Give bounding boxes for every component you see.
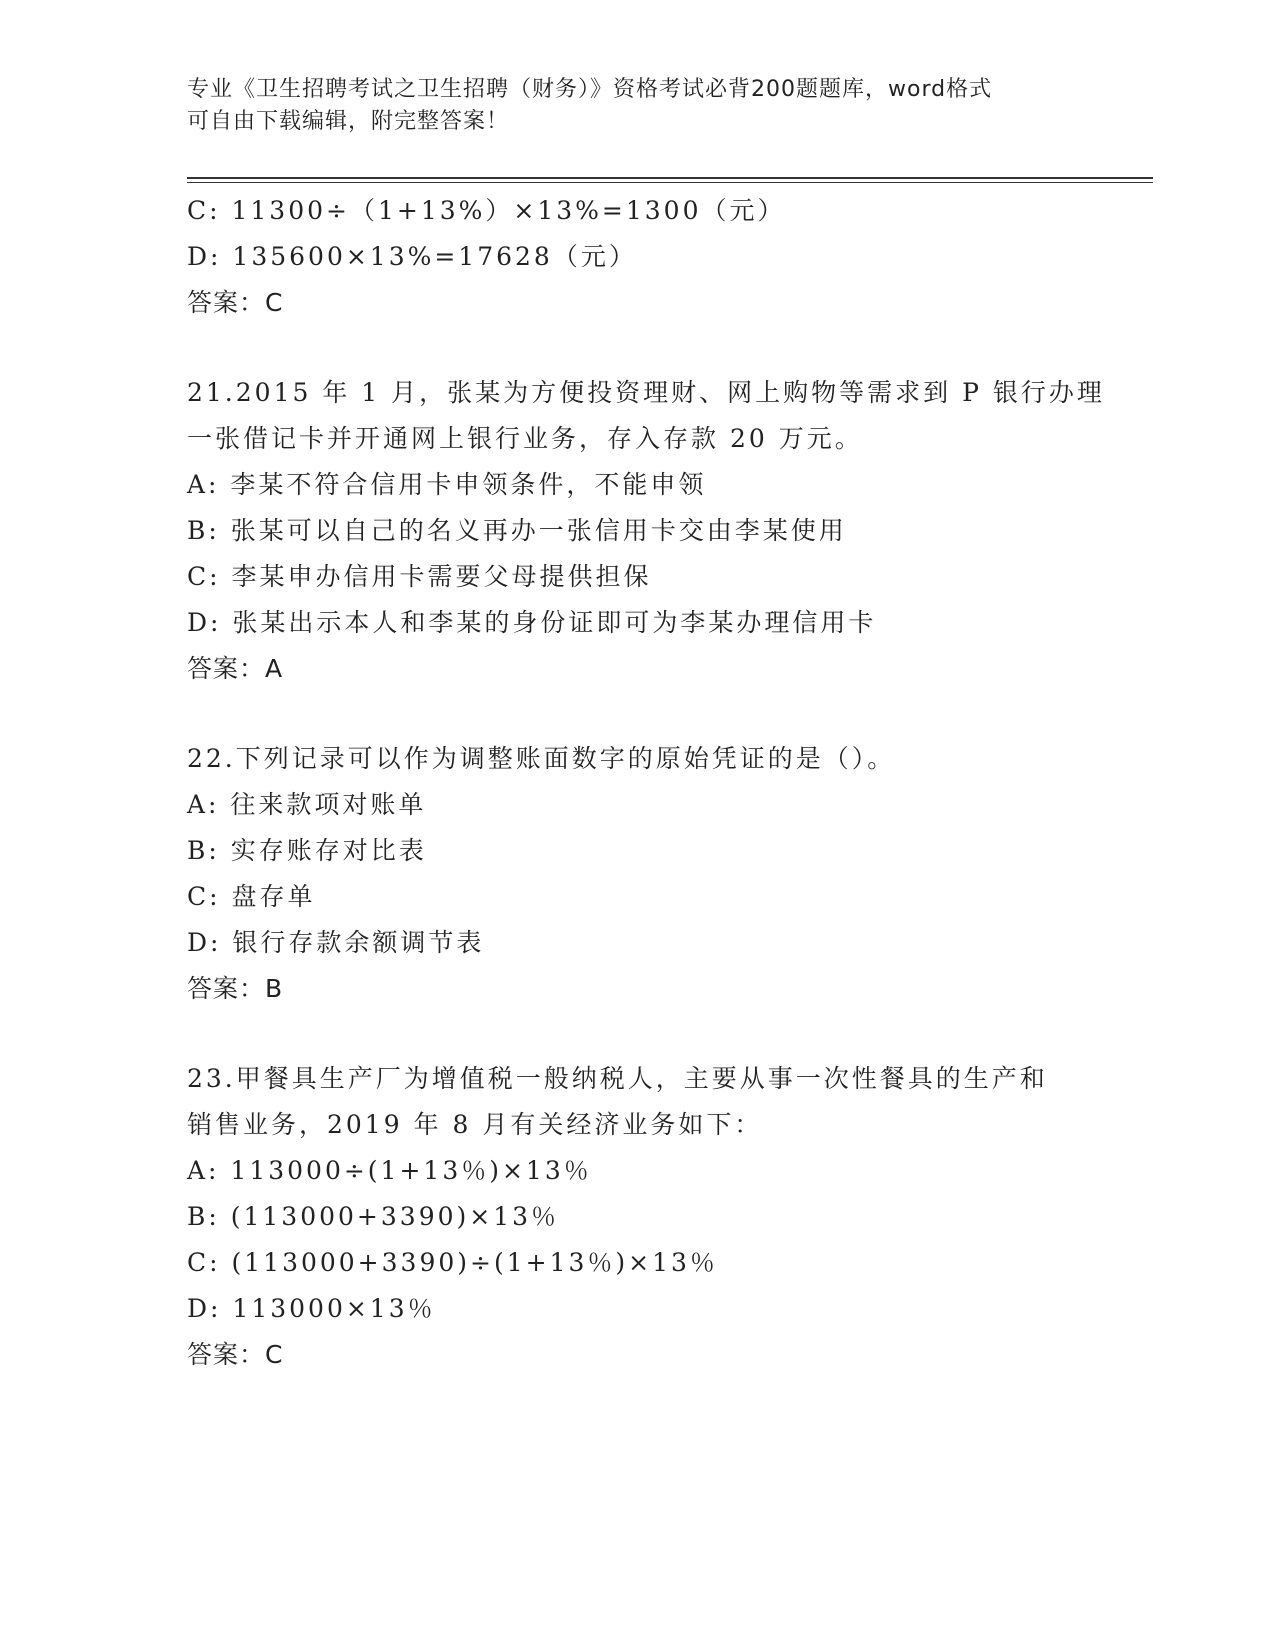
option-d: D: 银行存款余额调节表 bbox=[187, 928, 485, 957]
spacer bbox=[187, 1012, 1087, 1056]
option-d: D: 113000×13％ bbox=[187, 1294, 436, 1323]
header-divider-thin bbox=[187, 182, 1153, 183]
question-stem-line-1: 23.甲餐具生产厂为增值税一般纳税人，主要从事一次性餐具的生产和 bbox=[187, 1064, 1048, 1093]
option-b: B: (113000+3390)×13％ bbox=[187, 1202, 560, 1231]
question-23 bbox=[187, 1056, 1087, 1378]
question-stem-line-2: 销售业务，2019 年 8 月有关经济业务如下： bbox=[187, 1110, 763, 1139]
option-a: A: 往来款项对账单 bbox=[187, 790, 427, 819]
option-b: B: 张某可以自己的名义再办一张信用卡交由李某使用 bbox=[187, 516, 847, 545]
page-header bbox=[187, 74, 1087, 138]
option-c: C: 11300÷（1+13%）×13%=1300（元） bbox=[187, 196, 786, 225]
header-divider-thick bbox=[187, 177, 1153, 179]
option-d: D: 张某出示本人和李某的身份证即可为李某办理信用卡 bbox=[187, 608, 877, 637]
header-title-line-1: 专业《卫生招聘考试之卫生招聘（财务）》资格考试必背200题题库，word格式 bbox=[187, 77, 993, 102]
option-a: A: 113000÷(1+13％)×13％ bbox=[187, 1156, 592, 1185]
question-21 bbox=[187, 370, 1105, 692]
option-b: B: 实存账存对比表 bbox=[187, 836, 427, 865]
option-c: C: 盘存单 bbox=[187, 882, 316, 911]
option-c: C: (113000+3390)÷(1+13％)×13％ bbox=[187, 1248, 718, 1277]
option-c: C: 李某申办信用卡需要父母提供担保 bbox=[187, 562, 652, 591]
question-stem-line-2: 一张借记卡并开通网上银行业务，存入存款 20 万元。 bbox=[187, 424, 863, 453]
answer-key: 答案：C bbox=[187, 1340, 284, 1369]
question-22 bbox=[187, 736, 1087, 1012]
document-body bbox=[187, 188, 1105, 1378]
header-title-line-2: 可自由下载编辑，附完整答案！ bbox=[187, 109, 510, 134]
option-d: D: 135600×13%=17628（元） bbox=[187, 242, 637, 271]
question-20-tail bbox=[187, 188, 1087, 326]
question-stem-line-1: 21.2015 年 1 月，张某为方便投资理财、网上购物等需求到 P 银行办理 bbox=[187, 378, 1105, 407]
question-stem-line-1: 22.下列记录可以作为调整账面数字的原始凭证的是（）。 bbox=[187, 744, 896, 773]
answer-key: 答案：A bbox=[187, 654, 284, 683]
option-a: A: 李某不符合信用卡申领条件，不能申领 bbox=[187, 470, 707, 499]
spacer bbox=[187, 326, 1087, 370]
spacer bbox=[187, 692, 1087, 736]
answer-key: 答案：C bbox=[187, 288, 284, 317]
answer-key: 答案：B bbox=[187, 974, 284, 1003]
